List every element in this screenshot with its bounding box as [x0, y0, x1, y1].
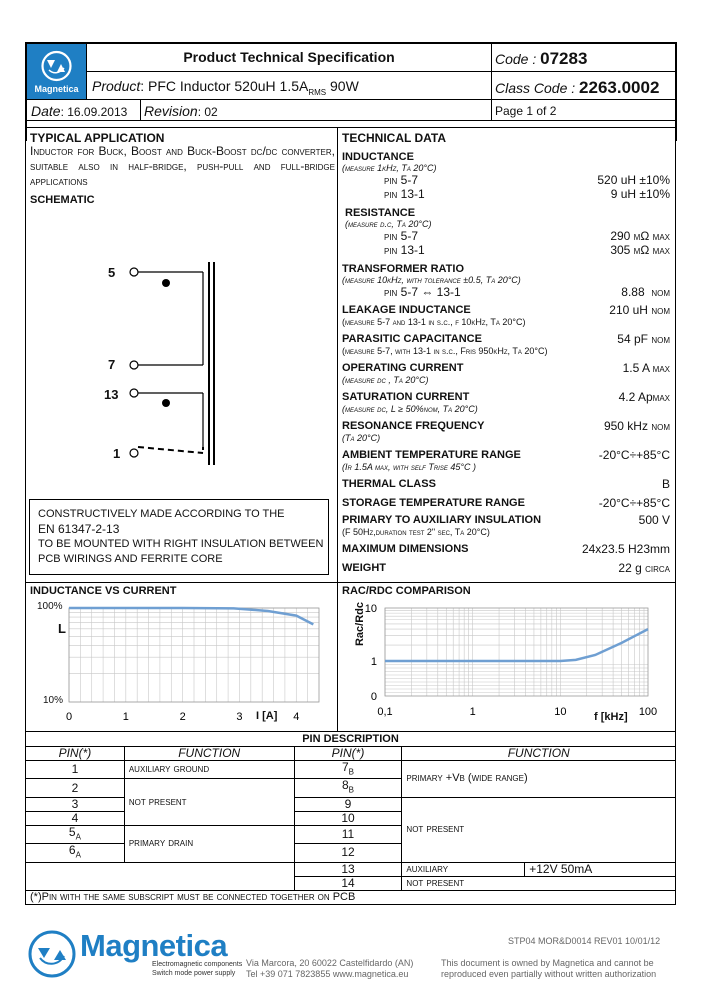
resistance-value-5-7: 290 mΩ max: [610, 229, 670, 243]
function-cell: not present: [402, 876, 676, 890]
column-header-function: FUNCTION: [124, 747, 294, 761]
pin-cell: [294, 876, 402, 890]
column-header-pin-right: PIN(*): [294, 747, 402, 761]
date-field: [31, 103, 127, 119]
table-header-row: [26, 747, 676, 761]
footer-address-2: Tel +39 071 7823855 www.magnetica.eu: [246, 969, 409, 979]
column-header-pin: PIN(*): [26, 747, 125, 761]
footer-copyright-2: reproduced even partially without written authorization: [441, 969, 657, 979]
function-cell: auxiliary: [402, 862, 525, 876]
pin-cell: [294, 779, 402, 797]
pin-cell: [26, 811, 125, 825]
schematic-pin-13: 13: [104, 387, 119, 402]
inductance-pin-5-7: pin 5-7: [384, 173, 419, 187]
pin-cell: [26, 844, 125, 862]
x-tick-label: 2: [179, 711, 186, 723]
inductance-label: INDUCTANCE: [342, 151, 414, 163]
table-row: [26, 761, 676, 779]
document-title: Product Technical Specification: [183, 49, 395, 65]
parasitic-capacitance-condition: (measure 5-7, with 13-1 in s.c., Fris 950kHz, Ta 20°C): [342, 346, 548, 356]
date-label: Date: [31, 103, 61, 119]
pin-footnote: (*)Pin with the same subscript must be connected together on PCB: [26, 890, 676, 904]
storage-temperature-value: -20°C÷+85°C: [598, 496, 670, 510]
logo-caption: Magnetica: [34, 84, 79, 94]
y-tick-label: 0: [370, 691, 377, 703]
parasitic-capacitance-label: PARASITIC CAPACITANCE: [342, 333, 482, 345]
schematic-pin-5: 5: [108, 265, 116, 280]
empty-cell: [26, 862, 295, 876]
pin-description-heading: PIN DESCRIPTION: [302, 733, 399, 745]
function-cell: not present: [402, 797, 676, 862]
y-tick-label: 10: [364, 603, 377, 615]
x-tick-label: 100: [638, 706, 658, 718]
note-line-1: CONSTRUCTIVELY MADE ACCORDING TO THE: [38, 508, 285, 520]
plot-area: [385, 608, 648, 696]
revision-value: : 02: [197, 105, 218, 119]
pin-number: 2: [71, 780, 79, 795]
leakage-inductance-unit: nom: [651, 303, 670, 317]
operating-current-label: OPERATING CURRENT: [342, 362, 464, 374]
footer-doc-code: STP04 MOR&D0014 REV01 10/01/12: [508, 936, 661, 946]
code-field: [495, 49, 587, 69]
insulation-label: PRIMARY TO AUXILIARY INSULATION: [342, 514, 542, 526]
inductance-chart-title: INDUCTANCE VS CURRENT: [30, 585, 177, 597]
leakage-inductance-condition: (measure 5-7 and 13-1 in s.c., f 10kHz, Ta 20°C): [342, 317, 526, 327]
operating-current-value: 1.5 A: [622, 361, 650, 375]
pin-subscript: B: [348, 767, 355, 777]
polarity-dot-primary: [162, 279, 170, 287]
schematic-pin-1: 1: [113, 446, 121, 461]
insulation-condition: (F 50Hz,duration test 2" sec, Ta 20°C): [342, 527, 490, 537]
pin-number: 1: [71, 762, 79, 777]
pin-cell: [294, 797, 402, 811]
saturation-current-condition: (measure dc, L ≥ 50%nom, Ta 20°C): [342, 404, 478, 414]
weight-label: WEIGHT: [342, 562, 386, 574]
pin-number: 10: [341, 810, 355, 825]
footer-tagline-1: Electromagnetic components: [152, 961, 243, 968]
inductance-condition: (measure 1kHz, Ta 20°C): [342, 163, 437, 173]
code-value: 07283: [540, 49, 588, 68]
pin-subscript: A: [75, 850, 81, 860]
pin-cell: [294, 811, 402, 825]
pin-number: 9: [344, 796, 352, 811]
footer-logo-icon: [26, 928, 78, 980]
pin-cell: [294, 761, 402, 779]
typical-application-text: Inductor for Buck, Boost and Buck-Boost dc/dc converter, suitable also in half-bridge, push-pull and full-bridge applications: [30, 144, 335, 188]
weight-value: 22 g: [618, 561, 642, 575]
pin-subscript: A: [75, 832, 81, 842]
date-value: : 16.09.2013: [60, 105, 128, 119]
inductance-chart-ylabel: L: [58, 621, 66, 636]
pin-number: 5: [68, 824, 76, 839]
inductance-value-13-1: 9 uH ±10%: [610, 187, 670, 201]
page-indicator: Page 1 of 2: [495, 104, 557, 118]
function-cell: auxiliary ground: [124, 761, 294, 779]
pin-description-table: [25, 746, 676, 905]
x-tick-label: 0,1: [377, 706, 393, 718]
class-code-label: Class Code :: [495, 80, 580, 96]
pin-number: 8: [341, 778, 349, 793]
pin-number: 4: [71, 810, 79, 825]
resonance-frequency-value: 950 kHz: [603, 419, 648, 433]
pin-cell: [26, 797, 125, 811]
inductance-chart: [25, 598, 337, 731]
empty-cell: [26, 876, 295, 890]
ambient-temperature-label: AMBIENT TEMPERATURE RANGE: [342, 449, 521, 461]
dimensions-value: 24x23.5 H23mm: [581, 542, 670, 556]
resonance-frequency-label: RESONANCE FREQUENCY: [342, 420, 485, 432]
pin-number: 11: [341, 826, 355, 841]
construction-note: [29, 499, 329, 575]
resistance-condition: (measure d.c, Ta 20°C): [345, 219, 432, 229]
operating-current-condition: (measure dc , Ta 20°C): [342, 375, 429, 385]
product-sub: RMS: [308, 87, 327, 97]
pin-cell: [294, 862, 402, 876]
footer-copyright-1: This document is owned by Magnetica and cannot be: [441, 958, 654, 968]
product-field: [92, 78, 359, 97]
footer-address-1: Via Marcora, 20 60022 Castelfidardo (AN): [246, 958, 414, 968]
inductance-chart-xlabel: I [A]: [256, 710, 278, 722]
product-label: Product: [92, 78, 141, 94]
x-tick-label: 1: [469, 706, 476, 718]
footer-brand: Magnetica: [80, 928, 228, 963]
footer-tagline-2: Switch mode power supply: [152, 970, 236, 977]
class-code-value: 2263.0002: [579, 78, 660, 97]
pin-cell: [26, 761, 125, 779]
pin-number: 12: [341, 845, 355, 860]
saturation-current-label: SATURATION CURRENT: [342, 391, 470, 403]
rac-rdc-chart-xlabel: f [kHz]: [594, 711, 628, 723]
rac-rdc-chart-ylabel: Rac/Rdc: [354, 601, 366, 647]
technical-data: [342, 131, 670, 575]
note-line-2: EN 61347-2-13: [38, 522, 120, 536]
table-row: [26, 862, 676, 876]
pin-number: 13: [341, 861, 355, 876]
function-cell: +12V 50mA: [525, 862, 676, 876]
ambient-temperature-value: -20°C÷+85°C: [598, 448, 670, 462]
pin-number: 14: [341, 875, 355, 890]
resistance-pin-5-7: pin 5-7: [384, 229, 419, 243]
pin-cell: [26, 825, 125, 843]
ambient-temperature-condition: (Ir 1.5A max, with self Trise 45°C ): [342, 462, 476, 472]
polarity-dot-auxiliary: [162, 399, 170, 407]
pin-cell: [294, 825, 402, 843]
insulation-value: 500 V: [638, 513, 670, 527]
saturation-current-value: 4.2 Ap: [618, 390, 653, 404]
parasitic-capacitance-unit: nom: [651, 332, 670, 346]
leakage-inductance-label: LEAKAGE INDUCTANCE: [342, 304, 471, 316]
schematic-heading: SCHEMATIC: [30, 194, 95, 206]
transformer-ratio-pins: pin 5-7 ⇔ 13-1: [384, 285, 461, 299]
note-line-4: PCB WIRINGS AND FERRITE CORE: [38, 553, 223, 565]
table-row: [26, 876, 676, 890]
transformer-ratio-label: TRANSFORMER RATIO: [342, 263, 465, 275]
code-label: Code :: [495, 51, 541, 67]
function-cell: primary drain: [124, 825, 294, 862]
rac-rdc-chart-title: RAC/RDC COMPARISON: [342, 585, 471, 597]
schematic-diagram: [80, 240, 240, 480]
resistance-value-13-1: 305 mΩ max: [610, 243, 670, 257]
thermal-class-label: THERMAL CLASS: [342, 478, 436, 490]
revision-field: [144, 103, 218, 119]
header-logo: [27, 44, 86, 99]
class-code-field: [495, 78, 659, 98]
inductance-chart-y-bottom: 10%: [43, 695, 64, 706]
inductance-value-5-7: 520 uH ±10%: [597, 173, 670, 187]
resistance-label: RESISTANCE: [345, 207, 416, 219]
resistance-pin-13-1: pin 13-1: [384, 243, 425, 257]
schematic-pin-7: 7: [108, 357, 116, 372]
function-cell: not present: [124, 779, 294, 825]
transformer-ratio-unit: nom: [651, 285, 670, 299]
saturation-current-unit: max: [652, 390, 670, 404]
x-tick-label: 4: [293, 711, 300, 723]
footnote-row: [26, 890, 676, 904]
revision-label: Revision: [144, 103, 198, 119]
x-tick-label: 1: [122, 711, 129, 723]
product-tail: 90W: [326, 78, 359, 94]
parasitic-capacitance-value: 54 pF: [617, 332, 648, 346]
table-row: [26, 797, 676, 811]
pin-cell: [294, 844, 402, 862]
leakage-inductance-value: 210 uH: [609, 303, 648, 317]
inductance-pin-13-1: pin 13-1: [384, 187, 425, 201]
weight-unit: circa: [645, 561, 670, 575]
function-cell: primary +Vb (wide range): [402, 761, 676, 798]
x-tick-label: 3: [236, 711, 243, 723]
inductance-curve: [69, 608, 313, 624]
transformer-ratio-value: 8.88: [621, 285, 645, 299]
y-tick-label: 1: [370, 656, 377, 668]
pin-number: 7: [341, 760, 349, 774]
note-line-3: TO BE MOUNTED WITH RIGHT INSULATION BETWEEN: [38, 538, 324, 550]
storage-temperature-label: STORAGE TEMPERATURE RANGE: [342, 497, 525, 509]
x-tick-label: 0: [65, 711, 73, 723]
pin-number: 6: [68, 843, 76, 858]
resonance-frequency-unit: nom: [651, 419, 670, 433]
typical-application-heading: TYPICAL APPLICATION: [30, 131, 165, 145]
technical-data-heading: TECHNICAL DATA: [342, 131, 446, 145]
dimensions-label: MAXIMUM DIMENSIONS: [342, 543, 469, 555]
product-value: : PFC Inductor 520uH 1.5A: [140, 78, 309, 94]
pin-cell: [26, 779, 125, 797]
pin-number: 3: [71, 796, 79, 811]
transformer-ratio-condition: (measure 10kHz, with tolerance ±0.5, Ta 20°C): [342, 275, 521, 285]
x-tick-label: 10: [554, 706, 567, 718]
pin-subscript: B: [348, 785, 355, 795]
thermal-class-value: B: [661, 477, 670, 491]
column-header-function-right: FUNCTION: [402, 747, 676, 761]
resonance-frequency-condition: (Ta 20°C): [342, 433, 381, 443]
operating-current-unit: max: [652, 361, 670, 375]
inductance-chart-y-top: 100%: [37, 601, 63, 612]
